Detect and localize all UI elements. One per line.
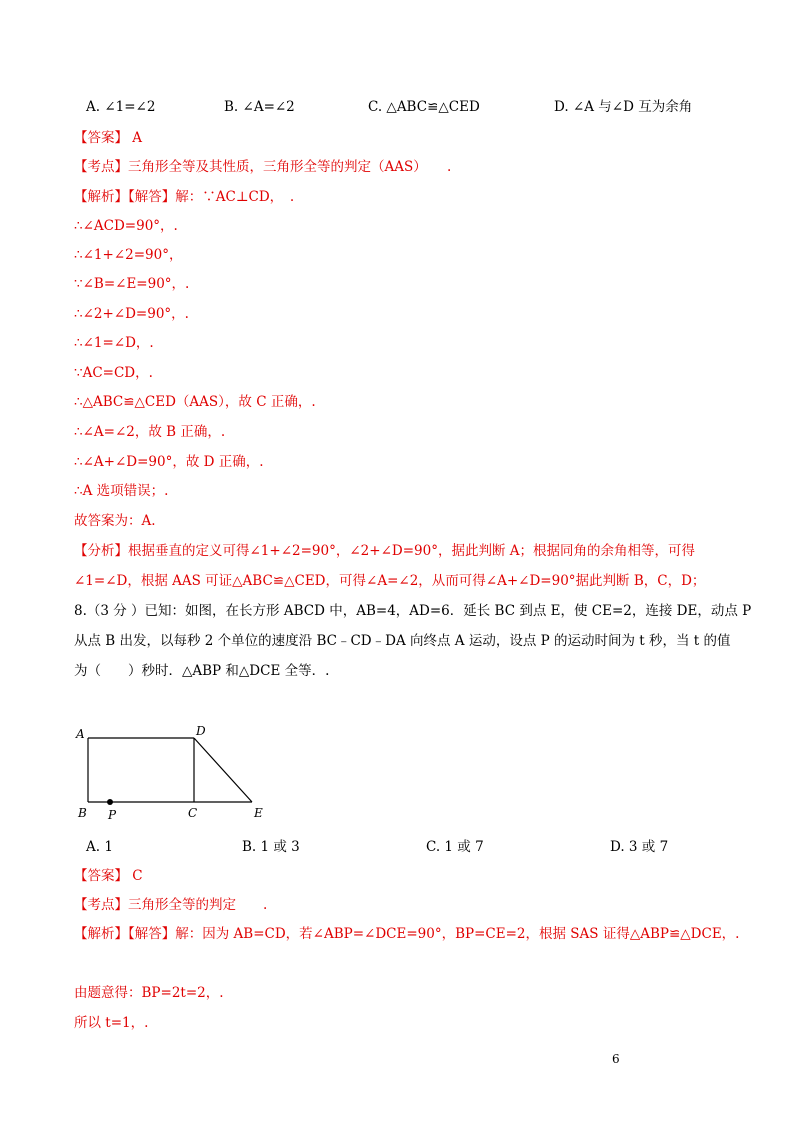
q7-step: ∴∠A+∠D=90°，故 D 正确，. [74,454,264,470]
q7-step: ∴∠1=∠D，. [74,335,154,351]
q7-option-d: D. ∠A 与∠D 互为余角 [554,99,693,115]
q8-stem-line-1: 8.（3 分 ）已知：如图，在长方形 ABCD 中，AB=4，AD=6．延长 BC 到点 E，使 CE=2，连接 DE，动点 P [74,603,752,619]
point-p [107,799,113,805]
q8-topic: 【考点】三角形全等的判定 . [74,897,268,913]
label-b: B [78,806,87,820]
rectangle-figure [72,720,282,825]
q7-analysis-header: 【解析】【解答】解：∵AC⊥CD， . [74,189,295,205]
q8-option-b: B. 1 或 3 [242,839,300,855]
q7-step: ∴∠1+∠2=90°， [74,247,183,263]
segment-de [194,738,252,802]
q8-option-a: A. 1 [86,839,113,855]
q7-option-c: C. △ABC≌△CED [368,99,480,115]
label-c: C [188,806,198,820]
q8-analysis: 【解析】【解答】解：因为 AB=CD，若∠ABP=∠DCE=90°，BP=CE=2，根据 SAS 证得△ABP≌△DCE，. [74,926,740,942]
label-p: P [108,808,117,822]
q7-step: ∴△ABC≌△CED（AAS），故 C 正确，. [74,394,316,410]
label-d: D [196,724,206,738]
label-a: A [76,727,85,741]
q8-step-2: 所以 t=1，. [74,1015,149,1031]
q7-step: ∴∠A=∠2，故 B 正确，. [74,424,226,440]
q7-option-a: A. ∠1=∠2 [86,99,156,115]
q7-topic: 【考点】三角形全等及其性质，三角形全等的判定（AAS） . [74,159,452,175]
q7-option-b: B. ∠A=∠2 [224,99,295,115]
q7-answer: 【答案】 A [74,130,143,146]
q7-step: ∴∠ACD=90°，. [74,218,178,234]
page-number: 6 [612,1052,620,1066]
q8-stem-line-3: 为（ ）秒时．△ABP 和△DCE 全等．. [74,663,330,679]
q7-step: ∴∠2+∠D=90°，. [74,306,189,322]
q7-analysis-line-1: 【分析】根据垂直的定义可得∠1+∠2=90°，∠2+∠D=90°，据此判断 A；根据同角的余角相等，可得 [74,543,695,559]
q8-answer: 【答案】 C [74,868,143,884]
q7-step: ∴A 选项错误；. [74,483,169,499]
q8-stem-line-2: 从点 B 出发，以每秒 2 个单位的速度沿 BC﹣CD﹣DA 向终点 A 运动，设点 P 的运动时间为 t 秒，当 t 的值 [74,633,731,649]
q7-analysis-line-2: ∠1=∠D，根据 AAS 可证△ABC≌△CED，可得∠A=∠2，从而可得∠A+∠D=90°据此判断 B，C，D； [74,573,706,589]
q8-step-1: 由题意得：BP=2t=2，. [74,985,224,1001]
q7-conclusion: 故答案为：A. [74,513,156,529]
q7-step: ∵∠B=∠E=90°，. [74,276,190,292]
q8-option-d: D. 3 或 7 [610,839,669,855]
q7-step: ∵AC=CD，. [74,365,153,381]
q8-option-c: C. 1 或 7 [426,839,484,855]
label-e: E [254,806,263,820]
